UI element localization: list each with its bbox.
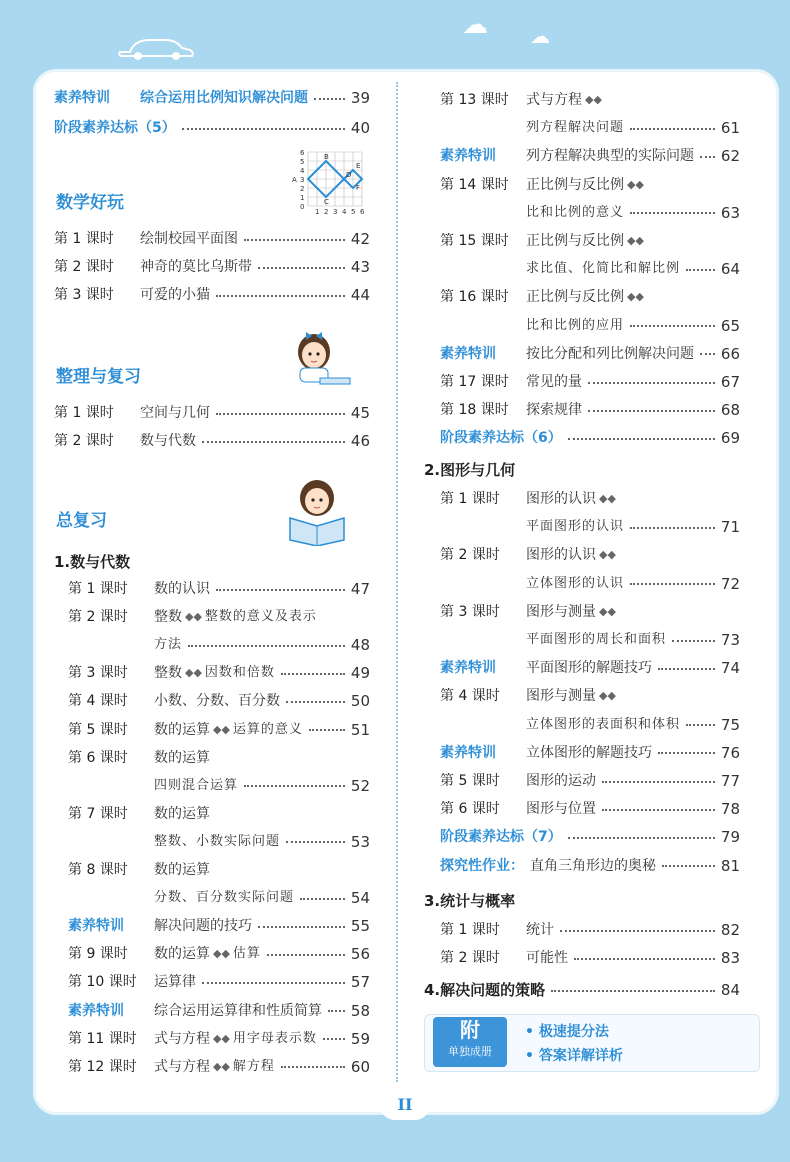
leader-dots bbox=[323, 1037, 345, 1040]
appendix-tag-label: 附 bbox=[460, 1018, 480, 1042]
toc-lesson-label: 第 10 课时 bbox=[68, 974, 137, 991]
toc-row[interactable] bbox=[68, 886, 370, 910]
toc-row[interactable] bbox=[440, 342, 740, 366]
toc-page-number: 83 bbox=[720, 949, 740, 967]
toc-page-number: 48 bbox=[350, 636, 370, 655]
toc-row[interactable] bbox=[68, 746, 370, 770]
toc-lesson-label: 第 3 课时 bbox=[54, 287, 114, 303]
toc-row[interactable] bbox=[54, 116, 370, 140]
leader-dots bbox=[551, 989, 715, 992]
diamond-separator-icon: ◆◆ bbox=[213, 947, 230, 961]
toc-title: 探索规律 bbox=[526, 402, 582, 419]
toc-lesson-label: 第 11 课时 bbox=[68, 1030, 137, 1047]
toc-subtitle: 分数、百分数实际问题 bbox=[154, 890, 295, 906]
toc-page-number: 60 bbox=[350, 1057, 370, 1076]
toc-row[interactable] bbox=[440, 684, 740, 708]
coordinate-grid-figure bbox=[290, 146, 370, 220]
toc-lesson-label: 第 7 课时 bbox=[68, 805, 128, 822]
leader-dots bbox=[588, 381, 715, 384]
toc-subtitle: 四则混合运算 bbox=[154, 777, 239, 793]
leader-dots bbox=[300, 897, 345, 900]
toc-row[interactable] bbox=[440, 201, 740, 225]
leader-dots bbox=[267, 953, 345, 956]
toc-title: 整数 bbox=[154, 609, 182, 626]
fig-point-label: F bbox=[356, 184, 361, 192]
toc-row[interactable] bbox=[440, 946, 740, 970]
toc-subtitle: 比和比例的应用 bbox=[526, 317, 625, 333]
toc-row[interactable] bbox=[440, 825, 740, 849]
leader-dots bbox=[700, 155, 715, 158]
diamond-separator-icon: ◆◆ bbox=[185, 666, 202, 680]
fig-y-tick: 0 bbox=[300, 203, 305, 211]
diamond-separator-icon: ◆◆ bbox=[599, 604, 616, 618]
leader-dots bbox=[258, 266, 345, 269]
toc-row[interactable] bbox=[440, 314, 740, 338]
toc-title: 数的运算 bbox=[154, 862, 210, 878]
toc-title: 正比例与反比例 bbox=[526, 289, 624, 306]
toc-row[interactable] bbox=[68, 633, 370, 657]
fig-y-tick: 5 bbox=[300, 158, 305, 166]
toc-lesson-label: 第 3 课时 bbox=[68, 665, 128, 682]
toc-lesson-label: 素养特训 bbox=[54, 90, 110, 106]
toc-lesson-label: 第 1 课时 bbox=[68, 581, 128, 597]
toc-page-number: 59 bbox=[350, 1029, 370, 1048]
toc-subtitle: 平面图形的周长和面积 bbox=[526, 632, 667, 647]
toc-row[interactable] bbox=[68, 942, 370, 966]
toc-title: 式与方程 bbox=[154, 1030, 210, 1047]
leader-dots bbox=[686, 723, 715, 726]
leader-dots bbox=[328, 1009, 345, 1012]
toc-title: 数的运算 bbox=[154, 946, 210, 963]
leader-dots bbox=[286, 840, 345, 843]
toc-row[interactable] bbox=[440, 797, 740, 821]
toc-page-number: 43 bbox=[350, 258, 370, 276]
appendix-item[interactable]: • 答案详解详析 bbox=[525, 1048, 623, 1064]
toc-page-number: 75 bbox=[720, 715, 740, 734]
toc-row[interactable] bbox=[440, 854, 740, 878]
toc-subtitle: 估算 bbox=[232, 946, 261, 962]
toc-row[interactable] bbox=[68, 689, 370, 713]
toc-row[interactable] bbox=[440, 285, 740, 309]
diamond-separator-icon: ◆◆ bbox=[599, 548, 616, 562]
fig-x-tick: 3 bbox=[333, 208, 338, 216]
toc-lesson-label: 第 5 课时 bbox=[68, 721, 128, 738]
toc-lesson-label: 阶段素养达标（5） bbox=[54, 120, 176, 136]
leader-dots bbox=[602, 780, 715, 783]
toc-page-number: 57 bbox=[350, 973, 370, 992]
toc-row[interactable] bbox=[54, 429, 370, 453]
toc-title: 可爱的小猫 bbox=[140, 287, 210, 303]
fig-x-tick: 5 bbox=[351, 208, 356, 216]
leader-dots bbox=[216, 294, 345, 297]
fig-y-tick: 6 bbox=[300, 149, 305, 157]
toc-row[interactable] bbox=[424, 978, 740, 1002]
leader-dots bbox=[568, 836, 715, 839]
toc-row[interactable] bbox=[68, 577, 370, 601]
toc-title: 图形的运动 bbox=[526, 773, 596, 789]
toc-row[interactable] bbox=[440, 116, 740, 140]
toc-row[interactable] bbox=[440, 713, 740, 737]
toc-page-number: 77 bbox=[720, 772, 740, 790]
toc-title: 空间与几何 bbox=[140, 405, 210, 421]
girl-reading-illustration bbox=[284, 476, 350, 550]
toc-lesson-label: 第 1 课时 bbox=[440, 922, 500, 938]
appendix-tag-sublabel: 单独成册 bbox=[448, 1045, 492, 1058]
toc-title: 数与代数 bbox=[140, 433, 196, 449]
toc-page-number: 47 bbox=[350, 580, 370, 598]
toc-page-number: 69 bbox=[720, 429, 740, 448]
leader-dots bbox=[188, 644, 345, 647]
toc-page-number: 51 bbox=[350, 720, 370, 739]
appendix-tag bbox=[433, 1017, 507, 1067]
toc-title: 绘制校园平面图 bbox=[140, 231, 238, 247]
toc-subtitle: 列方程解决问题 bbox=[526, 120, 625, 136]
part-heading: 4.解决问题的策略 bbox=[424, 981, 546, 999]
toc-page-number: 52 bbox=[350, 776, 370, 795]
toc-page-number: 66 bbox=[720, 344, 740, 363]
toc-title: 神奇的莫比乌斯带 bbox=[140, 259, 252, 275]
toc-lesson-label: 第 3 课时 bbox=[440, 603, 500, 620]
leader-dots bbox=[602, 808, 715, 811]
toc-subtitle: 用字母表示数 bbox=[232, 1030, 317, 1046]
toc-lesson-label: 素养特训 bbox=[440, 744, 496, 761]
toc-page-number: 74 bbox=[720, 659, 740, 678]
fig-x-tick: 6 bbox=[360, 208, 365, 216]
toc-subtitle: 运算的意义 bbox=[232, 721, 303, 737]
toc-row[interactable] bbox=[440, 656, 740, 680]
toc-title: 数的运算 bbox=[154, 721, 210, 738]
toc-lesson-label: 素养特训 bbox=[68, 1002, 124, 1019]
toc-lesson-label: 第 2 课时 bbox=[54, 433, 114, 449]
toc-row[interactable] bbox=[440, 543, 740, 567]
toc-subtitle: 平面图形的认识 bbox=[526, 519, 625, 535]
toc-lesson-label: 第 1 课时 bbox=[54, 405, 114, 421]
toc-row[interactable] bbox=[68, 802, 370, 826]
toc-lesson-label: 第 15 课时 bbox=[440, 233, 509, 249]
toc-title: 运算律 bbox=[154, 974, 196, 991]
toc-row[interactable] bbox=[440, 769, 740, 793]
toc-lesson-label: 第 13 课时 bbox=[440, 92, 509, 108]
toc-title: 常见的量 bbox=[526, 374, 582, 390]
toc-row[interactable] bbox=[54, 255, 370, 279]
toc-page-number: 46 bbox=[350, 432, 370, 450]
fig-y-tick: 1 bbox=[300, 194, 305, 202]
toc-lesson-label: 第 17 课时 bbox=[440, 374, 509, 390]
toc-lesson-label: 第 4 课时 bbox=[68, 693, 128, 710]
toc-lesson-label: 素养特训 bbox=[440, 148, 496, 165]
appendix-item[interactable]: • 极速提分法 bbox=[525, 1024, 609, 1040]
leader-dots bbox=[286, 700, 345, 703]
leader-dots bbox=[672, 639, 715, 642]
diamond-separator-icon: ◆◆ bbox=[627, 234, 644, 247]
toc-row[interactable] bbox=[440, 144, 740, 168]
toc-title: 图形与位置 bbox=[526, 801, 596, 818]
toc-page-number: 58 bbox=[350, 1001, 370, 1020]
fig-point-label: A bbox=[292, 176, 297, 184]
toc-subtitle: 求比值、化简比和解比例 bbox=[526, 261, 681, 277]
toc-page-number: 79 bbox=[720, 828, 740, 847]
toc-page-number: 40 bbox=[350, 119, 370, 137]
toc-subtitle: 解方程 bbox=[232, 1058, 275, 1074]
toc-page-number: 71 bbox=[720, 518, 740, 537]
toc-page-number: 61 bbox=[720, 119, 740, 138]
diamond-separator-icon: ◆◆ bbox=[213, 722, 230, 736]
toc-row[interactable] bbox=[68, 858, 370, 882]
toc-title: 直角三角形边的奥秘 bbox=[530, 857, 656, 874]
toc-page-number: 84 bbox=[720, 981, 740, 999]
fig-point-label: B bbox=[324, 153, 329, 161]
toc-title: 整数 bbox=[154, 665, 182, 682]
toc-title: 数的认识 bbox=[154, 581, 210, 597]
toc-lesson-label: 第 18 课时 bbox=[440, 402, 509, 419]
toc-row[interactable] bbox=[440, 257, 740, 281]
leader-dots bbox=[202, 981, 345, 984]
diamond-separator-icon: ◆◆ bbox=[585, 93, 602, 106]
leader-dots bbox=[309, 728, 345, 731]
diamond-separator-icon: ◆◆ bbox=[627, 177, 644, 191]
leader-dots bbox=[244, 238, 345, 241]
toc-lesson-label: 第 2 课时 bbox=[440, 547, 500, 564]
car-decoration-icon bbox=[110, 34, 200, 66]
fig-point-label: E bbox=[356, 162, 361, 170]
toc-page-number: 64 bbox=[720, 260, 740, 279]
toc-page-number: 81 bbox=[720, 856, 740, 875]
toc-row[interactable] bbox=[440, 628, 740, 652]
toc-row[interactable] bbox=[68, 605, 370, 629]
girl-at-desk-illustration bbox=[290, 326, 352, 398]
toc-subtitle: 整数、小数实际问题 bbox=[154, 833, 281, 849]
toc-page-number: 67 bbox=[720, 373, 740, 391]
toc-row[interactable] bbox=[68, 999, 370, 1023]
toc-title: 数的运算 bbox=[154, 805, 210, 822]
toc-page-number: 50 bbox=[350, 692, 370, 711]
toc-lesson-label: 第 8 课时 bbox=[68, 862, 128, 878]
toc-page-number: 63 bbox=[720, 203, 740, 222]
part-heading: 3.统计与概率 bbox=[424, 892, 516, 910]
leader-dots bbox=[630, 526, 715, 529]
toc-subtitle: 比和比例的意义 bbox=[526, 204, 625, 220]
toc-page-number: 72 bbox=[720, 574, 740, 593]
diamond-separator-icon: ◆◆ bbox=[599, 492, 616, 505]
cloud-decoration-icon: ☁ bbox=[530, 24, 550, 48]
toc-lesson-label: 素养特训 bbox=[440, 345, 496, 362]
cloud-decoration-icon: ☁ bbox=[462, 10, 488, 40]
leader-dots bbox=[662, 864, 715, 867]
toc-title: 式与方程 bbox=[526, 92, 582, 108]
section-heading: 总复习 bbox=[56, 511, 107, 531]
toc-lesson-label: 第 14 课时 bbox=[440, 176, 509, 193]
toc-title: 解决问题的技巧 bbox=[154, 918, 252, 935]
leader-dots bbox=[630, 324, 715, 327]
toc-lesson-label: 第 2 课时 bbox=[54, 259, 114, 275]
toc-lesson-label: 第 1 课时 bbox=[440, 491, 500, 507]
toc-lesson-label: 第 6 课时 bbox=[68, 749, 128, 766]
leader-dots bbox=[560, 929, 715, 932]
toc-lesson-label: 第 12 课时 bbox=[68, 1058, 137, 1075]
toc-lesson-label: 素养特训 bbox=[68, 918, 124, 935]
toc-page-number: 62 bbox=[720, 147, 740, 166]
toc-title: 综合运用比例知识解决问题 bbox=[140, 90, 308, 106]
toc-page-number: 68 bbox=[720, 401, 740, 420]
leader-dots bbox=[658, 667, 715, 670]
toc-page-number: 56 bbox=[350, 945, 370, 964]
toc-title: 图形的认识 bbox=[526, 491, 596, 507]
toc-page-number: 45 bbox=[350, 404, 370, 422]
toc-title: 式与方程 bbox=[154, 1058, 210, 1075]
fig-x-tick: 1 bbox=[315, 208, 320, 216]
toc-row[interactable] bbox=[440, 515, 740, 539]
leader-dots bbox=[574, 957, 715, 960]
toc-title: 图形的认识 bbox=[526, 547, 596, 564]
toc-row[interactable] bbox=[68, 661, 370, 685]
toc-page-number: 44 bbox=[350, 286, 370, 304]
toc-page-number: 53 bbox=[350, 832, 370, 851]
leader-dots bbox=[568, 437, 715, 440]
toc-lesson-label: 第 2 课时 bbox=[68, 609, 128, 626]
toc-title: 正比例与反比例 bbox=[526, 176, 624, 193]
toc-lesson-label: 第 6 课时 bbox=[440, 801, 500, 818]
toc-row[interactable] bbox=[440, 426, 740, 450]
part-heading: 2.图形与几何 bbox=[424, 461, 516, 479]
section-heading: 数学好玩 bbox=[56, 193, 124, 213]
toc-title: 小数、分数、百分数 bbox=[154, 693, 280, 710]
toc-row[interactable] bbox=[68, 970, 370, 994]
toc-row[interactable] bbox=[440, 487, 740, 511]
column-divider bbox=[396, 82, 398, 1082]
toc-row[interactable] bbox=[68, 1055, 370, 1079]
leader-dots bbox=[244, 784, 345, 787]
leader-dots bbox=[281, 1065, 345, 1068]
leader-dots bbox=[258, 925, 345, 928]
leader-dots bbox=[216, 588, 345, 591]
diamond-separator-icon: ◆◆ bbox=[185, 610, 202, 624]
toc-row[interactable] bbox=[54, 227, 370, 251]
toc-page-number: 65 bbox=[720, 316, 740, 335]
toc-title: 综合运用运算律和性质简算 bbox=[154, 1002, 322, 1019]
toc-lesson-label: 第 2 课时 bbox=[440, 950, 500, 966]
toc-page-number: 39 bbox=[350, 89, 370, 107]
toc-page-number: 54 bbox=[350, 889, 370, 908]
toc-page-number: 82 bbox=[720, 921, 740, 939]
fig-x-tick: 2 bbox=[324, 208, 329, 216]
fig-y-tick: 2 bbox=[300, 185, 305, 193]
toc-lesson-label: 第 5 课时 bbox=[440, 773, 500, 789]
appendix-box bbox=[424, 1014, 760, 1072]
toc-subtitle: 立体图形的认识 bbox=[526, 575, 625, 591]
toc-row[interactable] bbox=[440, 173, 740, 197]
toc-row[interactable] bbox=[68, 914, 370, 938]
toc-page-number: 55 bbox=[350, 917, 370, 936]
toc-title: 列方程解决典型的实际问题 bbox=[526, 148, 694, 165]
toc-lesson-label: 素养特训 bbox=[440, 660, 496, 677]
leader-dots bbox=[182, 127, 345, 130]
diamond-separator-icon: ◆◆ bbox=[599, 689, 616, 703]
fig-y-tick: 4 bbox=[300, 167, 305, 175]
toc-title: 正比例与反比例 bbox=[526, 233, 624, 249]
toc-row[interactable] bbox=[440, 600, 740, 624]
toc-row[interactable] bbox=[440, 229, 740, 253]
toc-title: 按比分配和列比例解决问题 bbox=[526, 345, 694, 362]
fig-point-label: C bbox=[324, 198, 329, 206]
toc-row[interactable] bbox=[68, 830, 370, 854]
toc-page-number: 73 bbox=[720, 631, 740, 649]
leader-dots bbox=[658, 751, 715, 754]
toc-subtitle: 整数的意义及表示 bbox=[204, 609, 317, 625]
toc-lesson-label: 第 1 课时 bbox=[54, 231, 114, 247]
toc-lesson-label: 第 16 课时 bbox=[440, 289, 509, 306]
diamond-separator-icon: ◆◆ bbox=[213, 1059, 230, 1073]
toc-title: 图形与测量 bbox=[526, 603, 596, 620]
toc-row[interactable] bbox=[440, 88, 740, 112]
toc-title: 数的运算 bbox=[154, 749, 210, 766]
toc-page-number: 76 bbox=[720, 743, 740, 762]
fig-point-label: D bbox=[346, 171, 352, 179]
toc-lesson-label: 第 9 课时 bbox=[68, 946, 128, 963]
toc-row[interactable] bbox=[54, 401, 370, 425]
toc-row[interactable] bbox=[440, 398, 740, 422]
toc-row[interactable] bbox=[68, 718, 370, 742]
toc-title: 统计 bbox=[526, 922, 554, 938]
leader-dots bbox=[281, 672, 345, 675]
toc-row[interactable] bbox=[68, 1027, 370, 1051]
toc-row[interactable] bbox=[440, 741, 740, 765]
toc-title: 立体图形的解题技巧 bbox=[526, 744, 652, 761]
toc-title: 平面图形的解题技巧 bbox=[526, 660, 652, 677]
leader-dots bbox=[700, 352, 715, 355]
toc-lesson-label: 阶段素养达标（6） bbox=[440, 430, 562, 447]
toc-row[interactable] bbox=[440, 918, 740, 942]
toc-row[interactable] bbox=[440, 370, 740, 394]
part-heading: 1.数与代数 bbox=[54, 553, 131, 571]
leader-dots bbox=[630, 211, 715, 214]
toc-subtitle: 因数和倍数 bbox=[204, 665, 275, 681]
toc-row[interactable] bbox=[68, 774, 370, 798]
leader-dots bbox=[314, 97, 345, 100]
page-number: II bbox=[380, 1090, 430, 1120]
toc-subtitle: 方法 bbox=[154, 637, 183, 653]
toc-lesson-label: 探究性作业： bbox=[440, 857, 524, 874]
fig-y-tick: 3 bbox=[300, 176, 305, 184]
diamond-separator-icon: ◆◆ bbox=[627, 290, 644, 304]
leader-dots bbox=[630, 127, 715, 130]
toc-row[interactable] bbox=[54, 283, 370, 307]
toc-title: 图形与测量 bbox=[526, 688, 596, 705]
section-heading: 整理与复习 bbox=[56, 367, 141, 387]
toc-row[interactable] bbox=[440, 572, 740, 596]
leader-dots bbox=[588, 409, 715, 412]
leader-dots bbox=[202, 440, 345, 443]
toc-page-number: 78 bbox=[720, 800, 740, 819]
leader-dots bbox=[630, 582, 715, 585]
toc-row[interactable] bbox=[54, 86, 370, 110]
toc-lesson-label: 阶段素养达标（7） bbox=[440, 829, 562, 846]
toc-title: 可能性 bbox=[526, 950, 568, 966]
leader-dots bbox=[216, 412, 345, 415]
fig-x-tick: 4 bbox=[342, 208, 347, 216]
toc-page-number: 49 bbox=[350, 664, 370, 683]
leader-dots bbox=[686, 268, 715, 271]
toc-lesson-label: 第 4 课时 bbox=[440, 688, 500, 705]
diamond-separator-icon: ◆◆ bbox=[213, 1031, 230, 1045]
toc-page-number: 42 bbox=[350, 230, 370, 248]
toc-subtitle: 立体图形的表面积和体积 bbox=[526, 716, 681, 732]
